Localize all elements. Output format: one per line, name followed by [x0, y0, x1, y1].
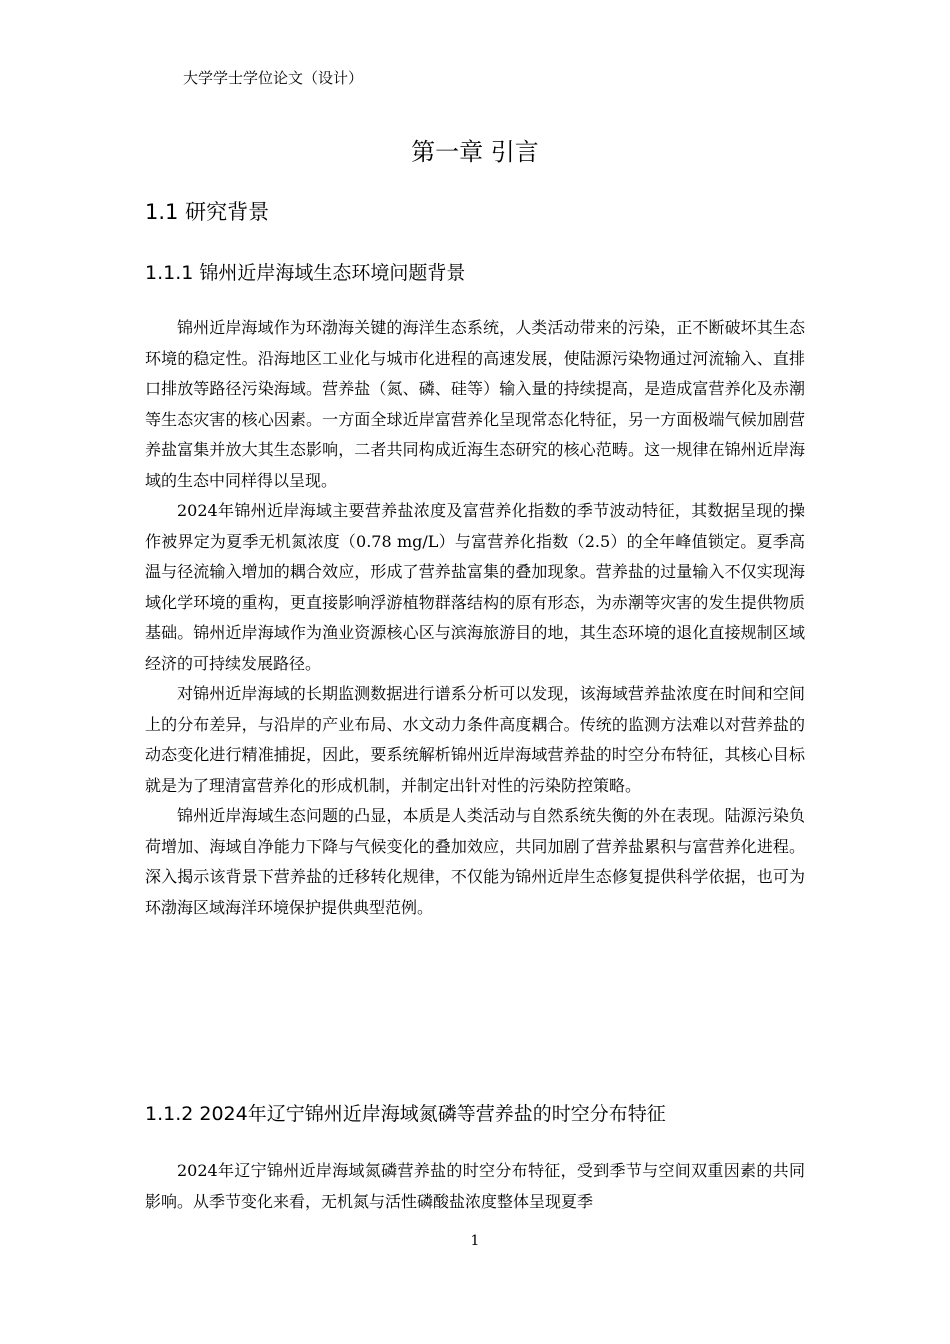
section-1-1-2-body [145, 1156, 805, 1217]
page-number: 1 [470, 1233, 480, 1249]
body-paragraph: 对锦州近岸海域的长期监测数据进行谱系分析可以发现，该海域营养盐浓度在时间和空间上的分布差异，与沿岸的产业布局、水文动力条件高度耦合。传统的监测方法难以对营养盐的动态变化进行精准捕捉，因此，要系统解析锦州近岸海域营养盐的时空分布特征，其核心目标就是为了理清富营养化的形成机制，并制定出针对性的污染防控策略。 [145, 684, 805, 795]
body-paragraph: 2024年辽宁锦州近岸海域氮磷营养盐的时空分布特征，受到季节与空间双重因素的共同影响。从季节变化来看，无机氮与活性磷酸盐浓度整体呈现夏季 [145, 1161, 805, 1211]
section-heading-1-1: 1.1 研究背景 [145, 200, 270, 224]
body-paragraph: 2024年锦州近岸海域主要营养盐浓度及富营养化指数的季节波动特征，其数据呈现的操作被界定为夏季无机氮浓度（0.78 mg/L）与富营养化指数（2.5）的全年峰值锁定。夏季高温与径流输入增加的耦合效应，形成了营养盐富集的叠加现象。营养盐的过量输入不仅实现海域化学环境的重构，更直接影响浮游植物群落结构的原有形态，为赤潮等灾害的发生提供物质基础。锦州近岸海域作为渔业资源核心区与滨海旅游目的地，其生态环境的退化直接规制区域经济的可持续发展路径。 [145, 501, 805, 673]
section-heading-1-1-2: 1.1.2 2024年辽宁锦州近岸海域氮磷等营养盐的时空分布特征 [145, 1103, 666, 1125]
section-1-1-1-body [145, 313, 805, 923]
section-heading-1-1-1: 1.1.1 锦州近岸海域生态环境问题背景 [145, 262, 466, 284]
chapter-title: 第一章 引言 [411, 138, 539, 166]
body-paragraph: 锦州近岸海域生态问题的凸显，本质是人类活动与自然系统失衡的外在表现。陆源污染负荷增加、海域自净能力下降与气候变化的叠加效应，共同加剧了营养盐累积与富营养化进程。深入揭示该背景下营养盐的迁移转化规律，不仅能为锦州近岸生态修复提供科学依据，也可为环渤海区域海洋环境保护提供典型范例。 [145, 806, 805, 917]
body-paragraph: 锦州近岸海域作为环渤海关键的海洋生态系统，人类活动带来的污染，正不断破坏其生态环境的稳定性。沿海地区工业化与城市化进程的高速发展，使陆源污染物通过河流输入、直排口排放等路径污染海域。营养盐（氮、磷、硅等）输入量的持续提高，是造成富营养化及赤潮等生态灾害的核心因素。一方面全球近岸富营养化呈现常态化特征，另一方面极端气候加剧营养盐富集并放大其生态影响，二者共同构成近海生态研究的核心范畴。这一规律在锦州近岸海域的生态中同样得以呈现。 [145, 318, 805, 490]
running-header: 大学学士学位论文（设计） [183, 69, 364, 87]
